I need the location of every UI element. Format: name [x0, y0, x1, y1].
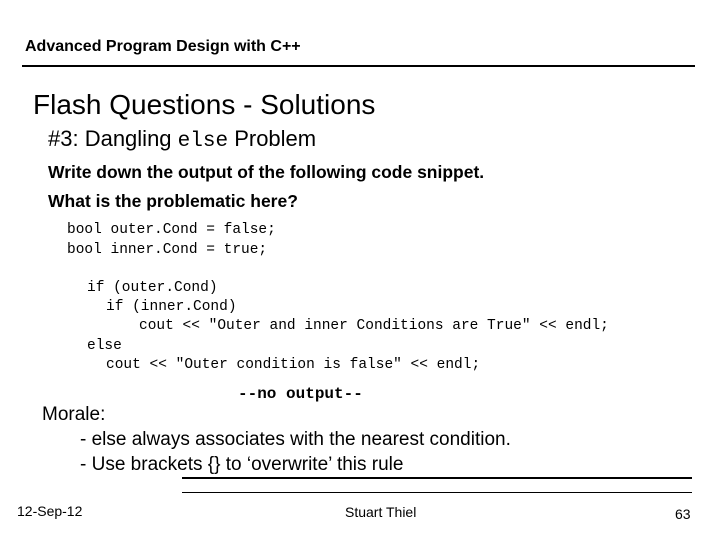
slide-title: Flash Questions - Solutions [33, 89, 376, 120]
morale-item: - else always associates with the nearest condition. [80, 429, 511, 450]
question-line: Write down the output of the following code snippet. [48, 162, 485, 182]
code-line: bool outer.Cond = false; [67, 222, 276, 238]
morale-item: - Use brackets {} to ‘overwrite’ this rule [80, 454, 404, 475]
morale-heading: Morale: [42, 404, 106, 425]
footer-date: 12-Sep-12 [17, 503, 83, 519]
code-line: if (inner.Cond) [106, 299, 237, 315]
slide-subtitle [48, 126, 316, 153]
footer-divider-thin [182, 492, 692, 493]
code-line: bool inner.Cond = true; [67, 242, 268, 258]
course-title: Advanced Program Design with C++ [25, 38, 301, 55]
code-line: cout << "Outer and inner Conditions are True" << endl; [139, 318, 609, 334]
footer-author: Stuart Thiel [345, 504, 417, 520]
code-line: if (outer.Cond) [87, 280, 218, 296]
subtitle-suffix: Problem [228, 126, 317, 151]
footer-divider [182, 477, 692, 479]
code-line: else [87, 338, 122, 354]
question-line: What is the problematic here? [48, 191, 298, 211]
subtitle-keyword: else [177, 130, 229, 153]
page-number: 63 [675, 506, 691, 522]
code-line: cout << "Outer condition is false" << endl; [106, 357, 481, 373]
header-divider [22, 65, 695, 67]
code-output: --no output-- [238, 385, 363, 403]
subtitle-prefix: #3: Dangling [48, 126, 178, 151]
